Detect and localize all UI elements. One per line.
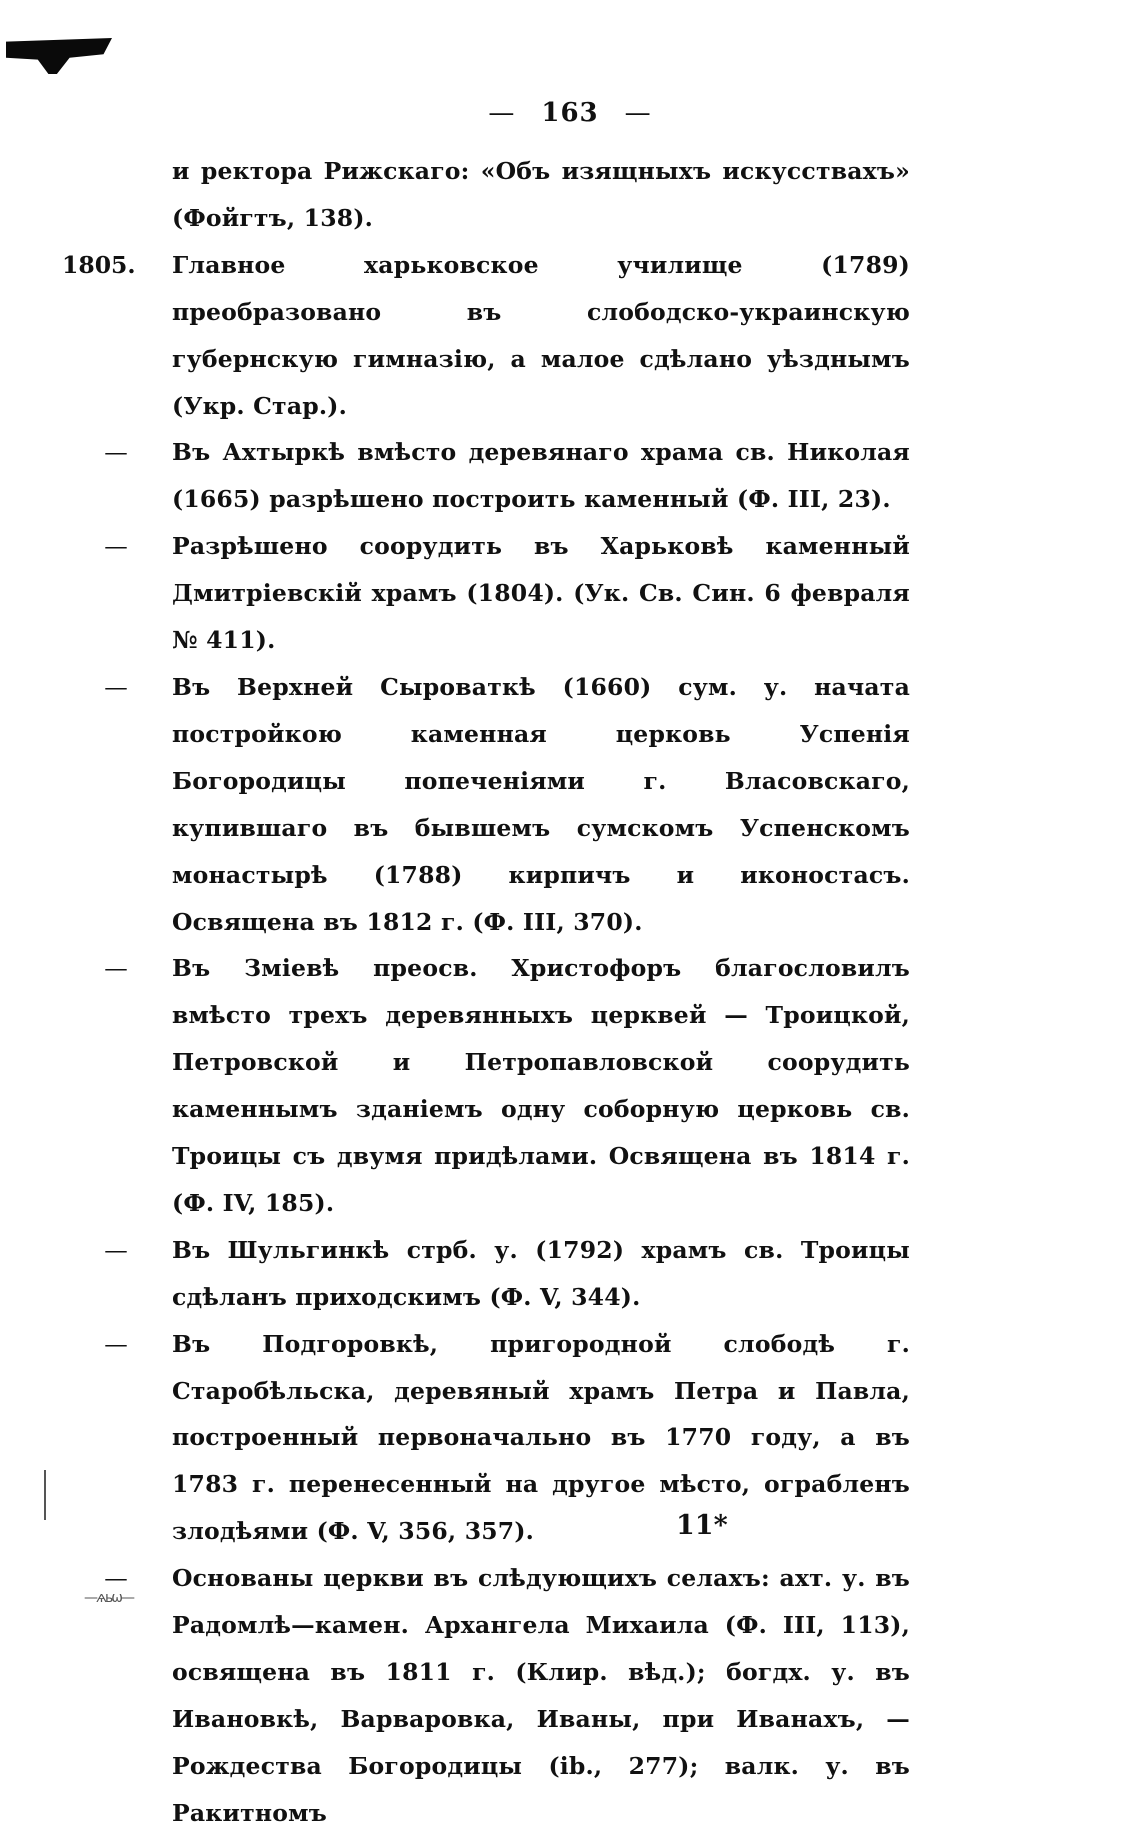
entry-dash: — [104,1329,128,1358]
entry-1805 [60,242,910,430]
entry-dash: — [104,954,128,983]
margin-mark [44,1470,46,1520]
entry-dash: — [104,438,128,467]
header-dash-right: — [624,98,652,128]
entry-dash: — [104,532,128,561]
entry-shulginka [60,1227,910,1321]
entry-text: Разрѣшено соорудить въ Харьковѣ каменный Дмитріевскій храмъ (1804). (Ук. Св. Син. 6 февраля № 411). [172,532,910,655]
entry-year: 1805. [62,250,136,279]
entry-churches [60,1555,910,1836]
entry-dash: — [104,1235,128,1264]
entry-syrovatka [60,664,910,945]
entry-text: Въ Верхней Сыроваткѣ (1660) сум. у. начата постройкою каменная церковь Успенія Богородицы попеченіями г. Власовскаго, купившаго въ бывшемъ сумскомъ Успенскомъ монастырѣ (1788) кирпичъ и иконостасъ. Освящена въ 1812 г. (Ф. III, 370). [172,672,910,936]
entry-dash: — [104,672,128,701]
entry-text: Въ Подгоровкѣ, пригородной слободѣ г. Старобѣльска, деревяный храмъ Петра и Павла, построенный первоначально въ 1770 году, а въ 1783 г. перенесенный на другое мѣсто, ограбленъ злодѣями (Ф. V, 356, 357). [172,1329,910,1546]
printer-signature: 11* [676,1510,728,1541]
page-number: 163 [541,98,599,128]
entry-podgorovka [60,1321,910,1556]
margin-scribble: —ѧьѡ— [84,1590,133,1606]
entry-text: Главное харьковское училище (1789) преобразовано въ слободско-украинскую губернскую гимназію, а малое сдѣлано уѣзднымъ (Укр. Стар.). [172,250,910,420]
entry-dash: — [104,1564,128,1593]
header-dash-left: — [488,98,516,128]
page-header [0,98,1140,128]
ink-blot [6,38,112,74]
entry-akhtyrka [60,429,910,523]
entry-continuation [60,148,910,242]
entry-text: Основаны церкви въ слѣдующихъ селахъ: ахт. у. въ Радомлѣ—камен. Архангела Михаила (Ф. III, 113), освящена въ 1811 г. (Клир. вѣд.); богдх. у. въ Ивановкѣ, Варваровка, Иваны, при Иванахъ, — Рождества Богородицы (ib., 277); валк. у. въ Ракитномъ [172,1564,910,1827]
page-body [60,148,910,1837]
entry-text: Въ Зміевѣ преосв. Христофоръ благословилъ вмѣсто трехъ деревянныхъ церквей — Троицкой, Петровской и Петропавловской соорудить каменнымъ зданіемъ одну соборную церковь св. Троицы съ двумя придѣлами. Освящена въ 1814 г. (Ф. IV, 185). [172,954,910,1217]
entry-zmiev [60,945,910,1226]
entry-text: и ректора Рижскаго: «Объ изящныхъ искусствахъ» (Фойгтъ, 138). [172,157,910,232]
entry-text: Въ Шульгинкѣ стрб. у. (1792) храмъ св. Троицы сдѣланъ приходскимъ (Ф. V, 344). [172,1235,910,1311]
entry-text: Въ Ахтыркѣ вмѣсто деревянаго храма св. Николая (1665) разрѣшено построить каменный (Ф. III, 23). [172,438,910,514]
entry-kharkov [60,523,910,664]
